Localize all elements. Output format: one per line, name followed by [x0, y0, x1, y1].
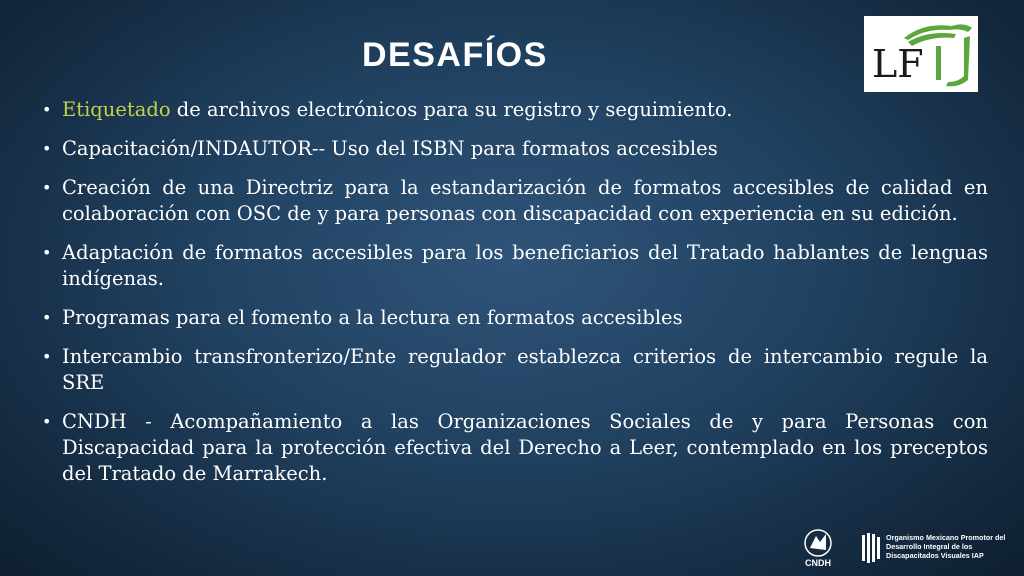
bullet-item: [40, 344, 988, 396]
bullet-item: [40, 305, 988, 331]
slide-title: DESAFÍOS: [362, 36, 548, 74]
bullet-item: [40, 97, 988, 123]
cndh-logo: [796, 528, 840, 572]
bullet-item: [40, 409, 988, 487]
hand-icon: [860, 531, 884, 567]
bullet-item: [40, 240, 988, 292]
bullet-text: Creación de una Directriz para la estandarización de formatos accesibles de calidad en colaboración con OSC de y para personas con discapacidad con experiencia en su edición.: [62, 176, 988, 225]
lf-logo: [864, 16, 978, 92]
organization-logo: [860, 531, 1020, 571]
bullet-text: Adaptación de formatos accesibles para los beneficiarios del Tratado hablantes de lenguas indígenas.: [62, 241, 988, 290]
bullet-text: Programas para el fomento a la lectura en formatos accesibles: [62, 306, 683, 329]
bullet-text: Capacitación/INDAUTOR-- Uso del ISBN para formatos accesibles: [62, 137, 718, 160]
cndh-emblem-icon: [796, 528, 840, 560]
bullet-item: [40, 136, 988, 162]
challenges-list: [40, 97, 988, 500]
bullet-text: CNDH - Acompañamiento a las Organizaciones Sociales de y para Personas con Discapacidad para la protección efectiva del Derecho a Leer, contemplado en los preceptos del Tratado de Marrakech.: [62, 410, 988, 485]
lf-logo-text: LF: [872, 42, 924, 86]
organization-name: Organismo Mexicano Promotor del Desarrollo Integral de los Discapacitados Visuales IAP: [886, 533, 1006, 560]
highlight-text: Etiquetado: [62, 98, 171, 121]
bullet-text: Intercambio transfronterizo/Ente regulador establezca criterios de intercambio regule la SRE: [62, 345, 988, 394]
bullet-item: [40, 175, 988, 227]
cndh-label: CNDH: [805, 558, 831, 568]
bullet-text: de archivos electrónicos para su registro y seguimiento.: [170, 98, 733, 121]
